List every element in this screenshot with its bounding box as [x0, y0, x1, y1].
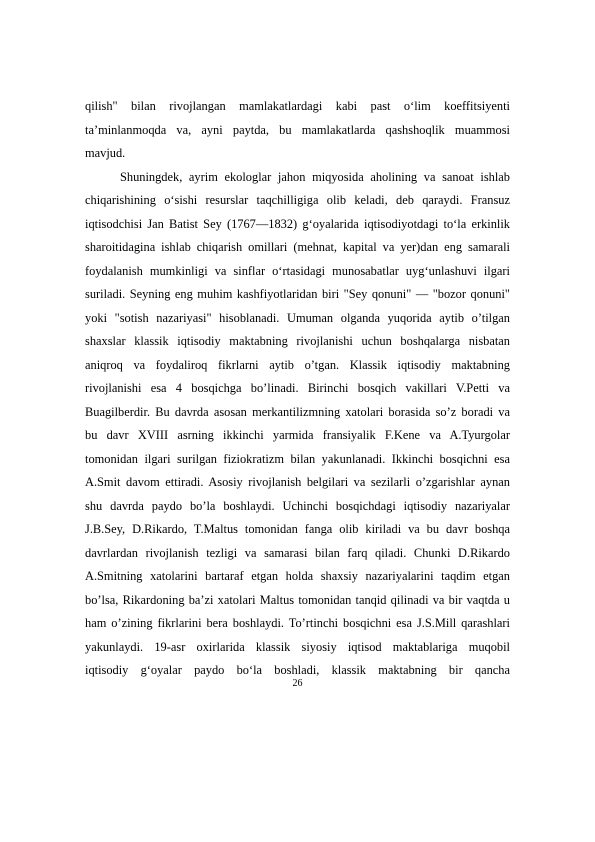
text-line: ham o’zining fikrlarini bera boshlaydi. To’rtinchi bosqichni esa J.S.Mill qarashlari	[85, 616, 510, 630]
text-line: iqtisodiy g‘oyalar paydo bo‘la boshladi, klassik maktabning bir qancha	[85, 663, 510, 677]
text-line: qilish" bilan rivojlangan mamlakatlardagi kabi past o‘lim koeffitsiyenti	[85, 99, 510, 113]
text-line: davrlardan rivojlanish tezligi va samarasi bilan farq qiladi. Chunki D.Rikardo	[85, 545, 510, 560]
text-line: A.Smit davom ettiradi. Asosiy rivojlanish belgilari va sezilarli o’zgarishlar aynan	[85, 475, 510, 489]
text-line: bo’lsa, Rikardoning ba’zi xatolari Maltus tomonidan tanqid qilinadi va bir vaqtda u	[85, 592, 510, 607]
text-line: rivojlanishi esa 4 bosqichga bo’linadi. Birinchi bosqich vakillari V.Petti va	[85, 381, 510, 395]
text-line: aniqroq va foydaliroq fikrlarni aytib o’tgan. Klassik iqtisodiy maktabning	[85, 357, 510, 372]
text-line: sharoitidagina ishlab chiqarish omillari (mehnat, kapital va yer)dan eng samarali	[85, 240, 510, 254]
text-line: chiqarishining o‘sishi resurslar taqchilligiga olib keladi, deb qaraydi. Fransuz	[85, 193, 510, 207]
text-line: Buagilberdir. Bu davrda asosan merkantilizmning xatolari borasida so’z boradi va	[85, 404, 510, 419]
page-number: 26	[292, 678, 303, 689]
text-line: mavjud.	[85, 146, 126, 160]
text-line: yoki "sotish nazariyasi" hisoblanadi. Umuman olganda yuqorida aytib o’tilgan	[85, 310, 510, 325]
text-line: shaxslar klassik iqtisodiy maktabning rivojlanishi uchun boshqalarga nisbatan	[85, 334, 510, 348]
text-line: J.B.Sey, D.Rikardo, T.Maltus tomonidan fanga olib kiriladi va bu davr boshqa	[85, 522, 510, 536]
text-line: bu davr XVIII asrning ikkinchi yarmida fransiyalik F.Kene va A.Tyurgolar	[85, 428, 510, 442]
text-line: iqtisodchisi Jan Batist Sey (1767—1832) g‘oyalarida iqtisodiyotdagi to‘la erkinlik	[85, 216, 510, 231]
text-line: tomonidan ilgari surilgan fiziokratizm bilan yakunlanadi. Ikkinchi bosqichni esa	[85, 451, 510, 466]
text-line: Shuningdek, ayrim ekologlar jahon miqyosida aholining va sanoat ishlab	[120, 169, 510, 184]
text-line: suriladi. Seyning eng muhim kashfiyotlaridan biri "Sey qonuni" — "bozor qonuni"	[85, 287, 510, 301]
text-line: ta’minlanmoqda va, ayni paytda, bu mamlakatlarda qashshoqlik muammosi	[85, 122, 510, 137]
text-line: A.Smitning xatolarini bartaraf etgan holda shaxsiy nazariyalarini taqdim etgan	[85, 569, 510, 583]
text-line: shu davrda paydo bo’la boshlaydi. Uchinchi bosqichdagi iqtisodiy nazariyalar	[85, 498, 510, 513]
text-line: foydalanish mumkinligi va sinflar o‘rtasidagi munosabatlar uyg‘unlashuvi ilgari	[85, 263, 510, 278]
text-line: yakunlaydi. 19-asr oxirlarida klassik siyosiy iqtisod maktablariga muqobil	[85, 639, 510, 654]
body-text	[85, 95, 510, 683]
